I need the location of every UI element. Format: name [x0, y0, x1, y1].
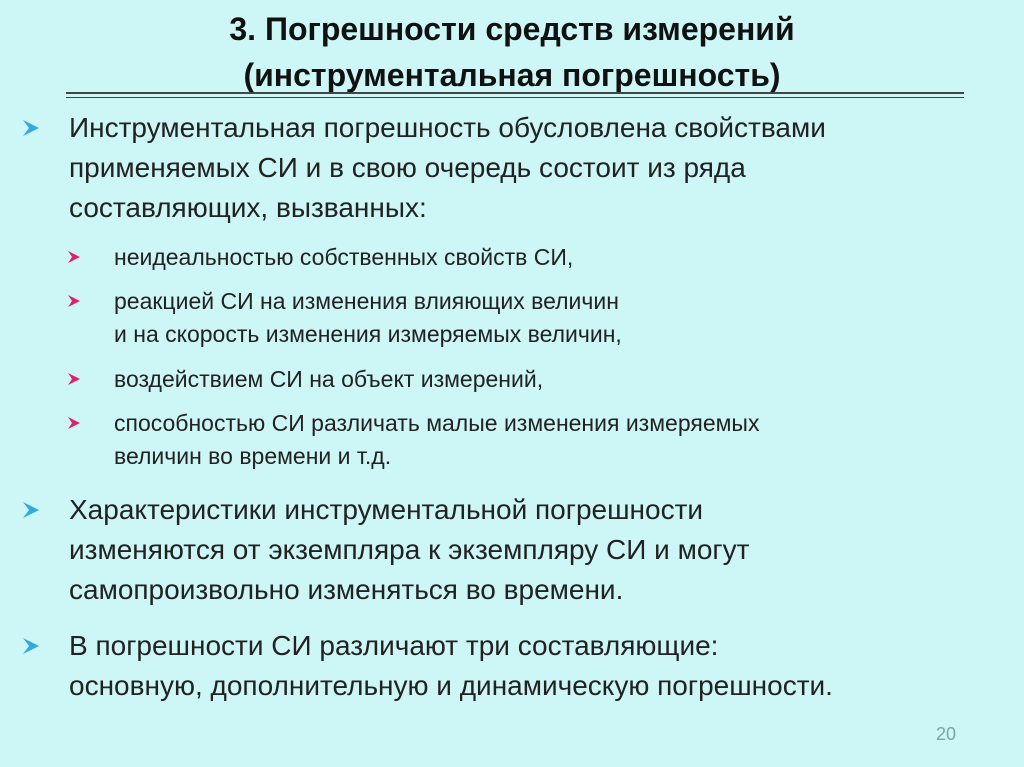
bullet-line: составляющих, вызванных:: [69, 192, 427, 223]
subbullet-text: [114, 407, 984, 473]
title-underline: [66, 92, 964, 94]
page-number: 20: [936, 724, 957, 744]
title-line-2: (инструментальная погрешность): [243, 57, 781, 93]
arrowhead-subbullet-icon: [66, 415, 82, 431]
bullet-line: самопроизвольно изменяться во времени.: [69, 574, 624, 605]
arrowhead-subbullet-icon: [66, 371, 82, 387]
title-underline-secondary: [66, 97, 964, 98]
bullet-text: [69, 626, 1006, 706]
subbullet-line: воздействием СИ на объект измерений,: [114, 366, 544, 392]
subbullet-line: способностью СИ различать малые изменения измеряемых: [114, 410, 760, 436]
bullet-line: Характеристики инструментальной погрешности: [69, 494, 704, 525]
bullet-line: применяемых СИ и в свою очередь состоит из ряда: [69, 152, 746, 183]
subbullet-line: величин во времени и т.д.: [114, 443, 392, 469]
subbullet-text: [114, 241, 984, 274]
arrowhead-bullet-icon: [20, 499, 42, 521]
bullet-text: [69, 108, 1006, 228]
subbullet-line: и на скорость изменения измеряемых величин,: [114, 321, 622, 347]
slide-title: [60, 6, 964, 98]
subbullet-text: [114, 285, 984, 351]
bullet-line: Инструментальная погрешность обусловлена свойствами: [69, 112, 826, 143]
bullet-line: В погрешности СИ различают три составляющие:: [69, 630, 719, 661]
subbullet-line: неидеальностью собственных свойств СИ,: [114, 244, 574, 270]
arrowhead-bullet-icon: [20, 117, 42, 139]
subbullet-line: реакцией СИ на изменения влияющих величин: [114, 288, 619, 314]
arrowhead-bullet-icon: [20, 635, 42, 657]
bullet-line: основную, дополнительную и динамическую погрешности.: [69, 670, 833, 701]
bullet-line: изменяются от экземпляра к экземпляру СИ и могут: [69, 534, 750, 565]
arrowhead-subbullet-icon: [66, 293, 82, 309]
title-line-1: 3. Погрешности средств измерений: [229, 11, 795, 47]
bullet-text: [69, 490, 1006, 610]
arrowhead-subbullet-icon: [66, 249, 82, 265]
subbullet-text: [114, 363, 984, 396]
